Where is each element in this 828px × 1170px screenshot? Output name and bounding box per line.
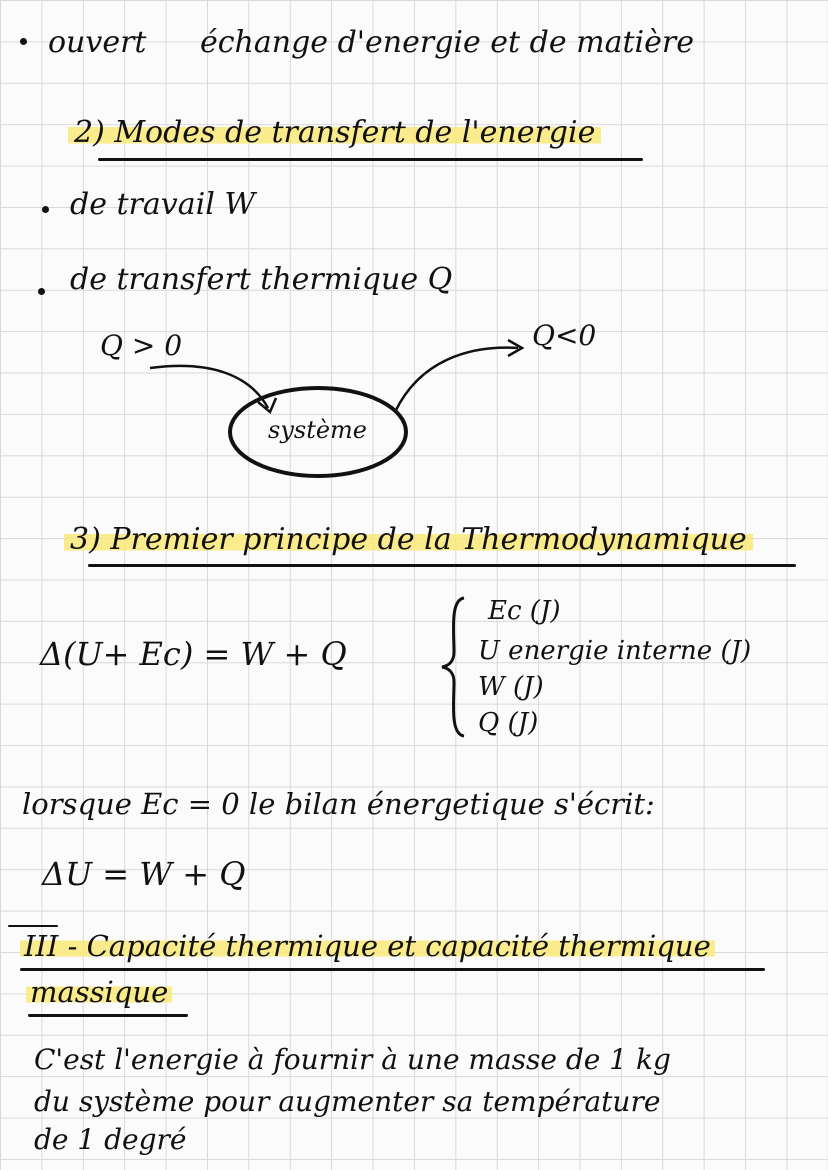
definition-ec: Ec (J)	[488, 596, 561, 626]
list-item-transfert-thermique: de transfert thermique Q	[70, 262, 453, 297]
definition-ouvert: échange d'energie et de matière	[200, 25, 694, 60]
definition-u: U energie interne (J)	[478, 636, 752, 666]
section-2-underline	[98, 158, 643, 161]
section-3-underline	[88, 564, 796, 567]
paragraph-line-2: du système pour augmenter sa température	[34, 1085, 661, 1118]
system-label: système	[268, 416, 367, 444]
arrow-out	[395, 348, 518, 412]
list-item-travail: de travail W	[70, 187, 256, 222]
energy-transfer-diagram	[0, 320, 828, 490]
definition-q: Q (J)	[478, 708, 539, 738]
section-2-title: 2) Modes de transfert de l'energie	[68, 118, 601, 148]
bullet	[42, 206, 49, 213]
definition-w: W (J)	[478, 672, 544, 702]
equation-internal-energy: ΔU = W + Q	[42, 855, 246, 893]
paragraph-line-1: C'est l'energie à fournir à une masse de 1 kg	[34, 1043, 671, 1076]
section-III-title-continued: massique	[26, 978, 172, 1007]
section-III-underline-2	[28, 1014, 188, 1017]
paragraph-line-3: de 1 degré	[34, 1123, 187, 1156]
section-III-overline	[8, 925, 58, 927]
bullet	[20, 38, 27, 45]
equation-energy: Δ(U+ Ec) = W + Q	[40, 635, 347, 673]
label-q-positive: Q > 0	[100, 329, 183, 362]
section-III-underline	[20, 968, 765, 971]
condition-line: lorsque Ec = 0 le bilan énergetique s'écrit:	[22, 787, 655, 821]
section-3-title: 3) Premier principe de la Thermodynamique	[64, 525, 753, 555]
label-q-negative: Q<0	[532, 319, 597, 352]
brace	[440, 592, 470, 742]
term-ouvert: ouvert	[48, 25, 147, 60]
bullet	[38, 288, 45, 295]
section-III-title: III - Capacité thermique et capacité thermique	[20, 932, 715, 961]
